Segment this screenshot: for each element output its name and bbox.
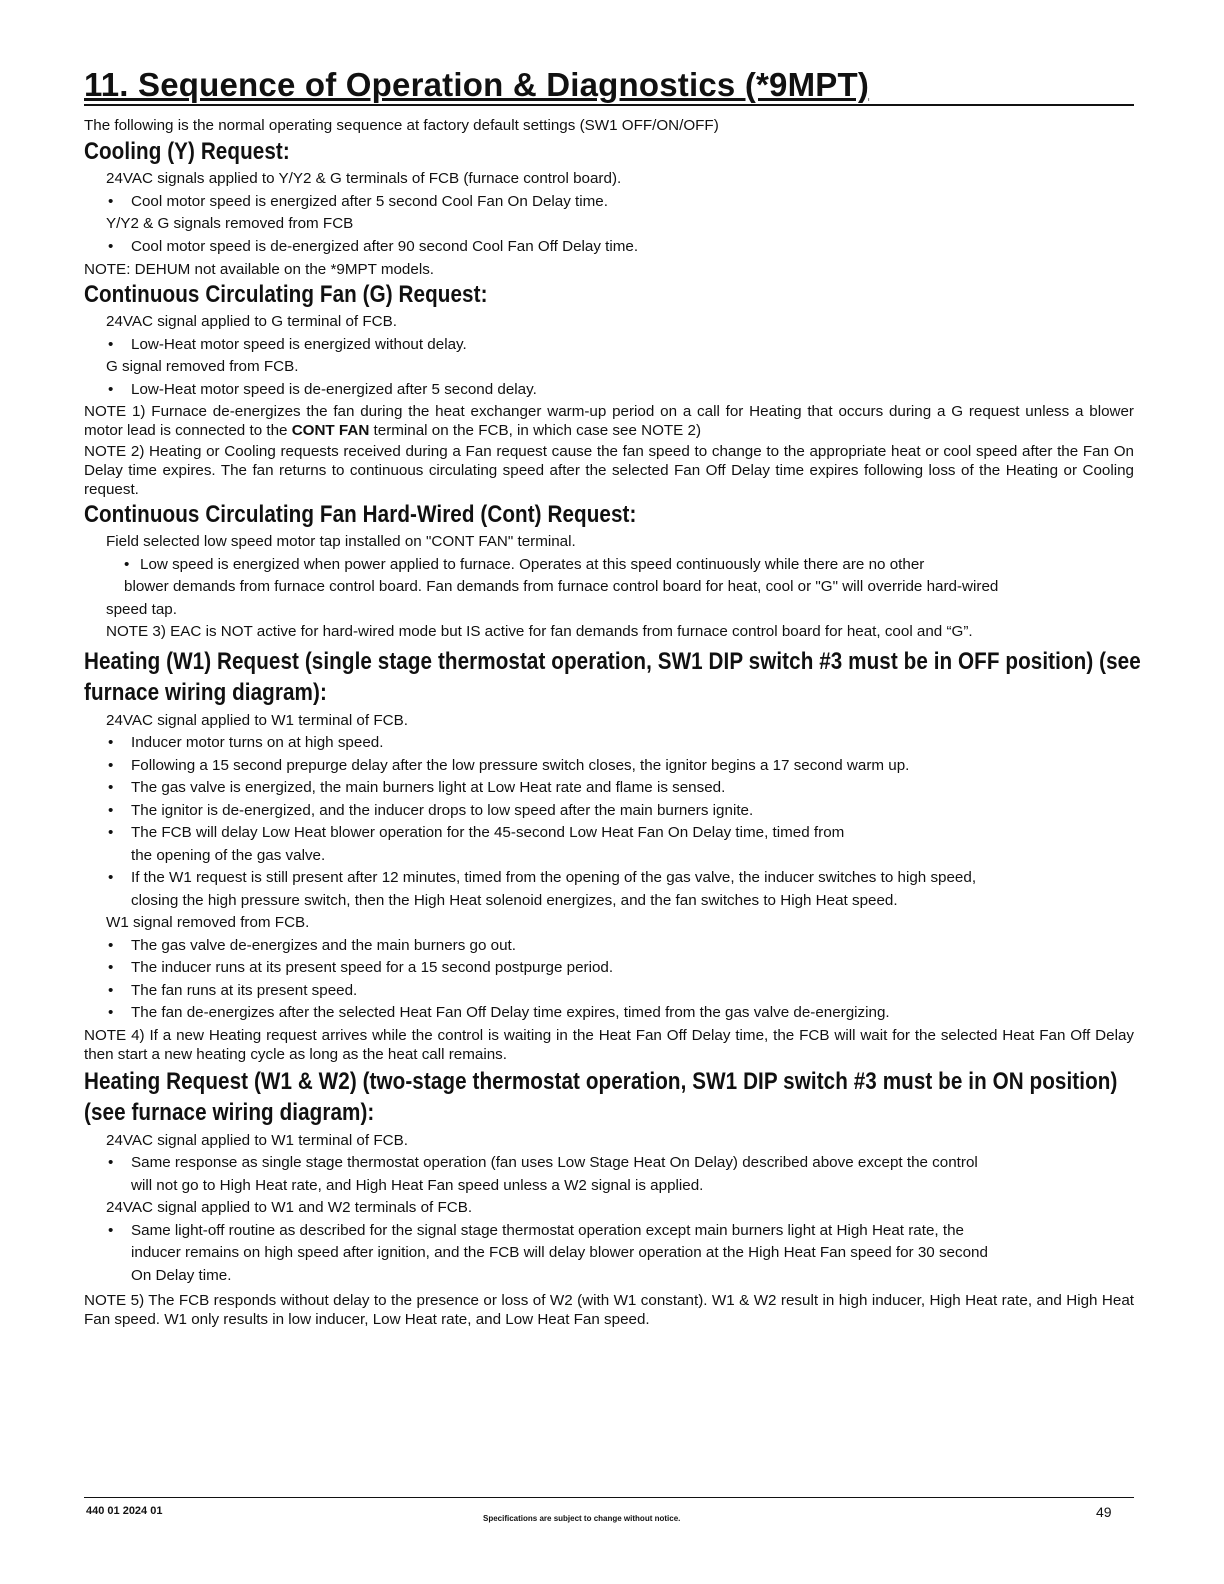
- heat-w2-bullet-1-cont: will not go to High Heat rate, and High Heat Fan speed unless a W2 signal is applied.: [131, 1176, 704, 1194]
- document-page: [84, 66, 1141, 1331]
- heat-w1-bullet-3: • The gas valve is energized, the main burners light at Low Heat rate and flame is sensed.: [84, 777, 1134, 800]
- footer-disclaimer: Specifications are subject to change without notice.: [483, 1514, 681, 1523]
- heat-w2-bullet-2-cont2: On Delay time.: [131, 1266, 232, 1284]
- heat-w1-bullet-2: • Following a 15 second prepurge delay after the low pressure switch closes, the ignitor begins a 17 second warm up.: [84, 755, 1134, 778]
- cont-fan-term: CONT FAN: [291, 422, 370, 439]
- note-1-text-b: terminal on the FCB, in which case see NOTE 2): [369, 422, 702, 439]
- fan-cont-heading: Continuous Circulating Fan Hard-Wired (Cont) Request:: [84, 501, 637, 528]
- heat-w1-bullet-10: • The fan de-energizes after the selected Heat Fan Off Delay time expires, timed from the gas valve de-energizing.: [84, 1002, 1134, 1025]
- cooling-line-2: Y/Y2 & G signals removed from FCB: [106, 215, 354, 232]
- heat-w1-bullet-6: • If the W1 request is still present after 12 minutes, timed from the opening of the gas valve, the inducer switches to high speed,: [84, 867, 1134, 890]
- cooling-bullet-1: • Cool motor speed is energized after 5 second Cool Fan On Delay time.: [84, 191, 1134, 214]
- heat-w2-bullet-2: • Same light-off routine as described for the signal stage thermostat operation except main burners light at High Heat rate, the: [84, 1220, 1134, 1243]
- heat-w1-bullet-6-cont: closing the high pressure switch, then the High Heat solenoid energizes, and the fan switches to High Heat speed.: [131, 891, 898, 909]
- cooling-heading: Cooling (Y) Request:: [84, 138, 290, 165]
- cooling-note: NOTE: DEHUM not available on the *9MPT models.: [84, 261, 435, 278]
- fan-cont-bullet-1-cont2: speed tap.: [106, 600, 177, 618]
- heat-w1-heading: Heating (W1) Request (single stage thermostat operation, SW1 DIP switch #3 must be in OFF position) (see furnace wiring diagram):: [84, 647, 1141, 706]
- fan-g-line-2: G signal removed from FCB.: [106, 358, 299, 375]
- footer-doc-number: 440 01 2024 01: [86, 1505, 163, 1517]
- heat-w2-heading: Heating Request (W1 & W2) (two-stage thermostat operation, SW1 DIP switch #3 must be in ON position) (see furnace wiring diagram):: [84, 1067, 1118, 1126]
- heat-w1-bullet-9: • The fan runs at its present speed.: [84, 980, 1134, 1003]
- heat-w2-bullet-2-cont: inducer remains on high speed after ignition, and the FCB will delay blower operation at the High Heat Fan speed for 30 second: [131, 1244, 988, 1261]
- fan-cont-line-1: Field selected low speed motor tap installed on "CONT FAN" terminal.: [106, 533, 576, 550]
- cooling-line-1: 24VAC signals applied to Y/Y2 & G terminals of FCB (furnace control board).: [106, 170, 622, 187]
- note-2: NOTE 2) Heating or Cooling requests received during a Fan request cause the fan speed to change to the appropriate heat or cool speed after the Fan On Delay time expires. The fan returns to continuous circulating speed after the selected Fan Off Delay time expires following loss of the Heating or Cooling request.: [84, 443, 1134, 498]
- heat-w1-bullet-5: • The FCB will delay Low Heat blower operation for the 45-second Low Heat Fan On Delay time, timed from: [84, 822, 1134, 845]
- note-1-text-a: NOTE 1) Furnace de-energizes the fan during the heat exchanger warm-up period on a call for Heating that occurs during a G request unless a blower motor lead is connected to the: [84, 403, 1134, 439]
- heat-w1-line-2: W1 signal removed from FCB.: [106, 914, 310, 931]
- fan-cont-bullet-1-cont: blower demands from furnace control board. Fan demands from furnace control board for heat, cool or "G" will override hard-wired: [124, 578, 999, 595]
- heat-w2-line-2: 24VAC signal applied to W1 and W2 terminals of FCB.: [106, 1199, 473, 1216]
- heat-w2-bullet-1: • Same response as single stage thermostat operation (fan uses Low Stage Heat On Delay) described above except the control: [84, 1152, 1134, 1175]
- heat-w1-bullet-5-cont: the opening of the gas valve.: [131, 846, 326, 864]
- fan-g-heading: Continuous Circulating Fan (G) Request:: [84, 281, 488, 308]
- note-4: NOTE 4) If a new Heating request arrives while the control is waiting in the Heat Fan Off Delay time, the FCB will wait for the selected Heat Fan Off Delay then start a new heating cycle as long as the heat call remains.: [84, 1026, 1134, 1063]
- fan-cont-bullet-1: • Low speed is energized when power applied to furnace. Operates at this speed continuously while there are no other: [84, 554, 1134, 577]
- fan-g-line-1: 24VAC signal applied to G terminal of FCB.: [106, 313, 397, 330]
- heat-w2-line-1: 24VAC signal applied to W1 terminal of FCB.: [106, 1131, 408, 1149]
- cooling-bullet-2: • Cool motor speed is de-energized after 90 second Cool Fan Off Delay time.: [84, 236, 1134, 259]
- heat-w1-bullet-1: • Inducer motor turns on at high speed.: [84, 732, 1134, 755]
- page-title: 11. Sequence of Operation & Diagnostics (*9MPT): [84, 66, 1134, 106]
- footer-page-number: 49: [1096, 1504, 1112, 1520]
- note-5: NOTE 5) The FCB responds without delay to the presence or loss of W2 (with W1 constant). W1 & W2 result in high inducer, High Heat rate, and High Heat Fan speed. W1 only results in low inducer, Low Heat rate, and Low Heat Fan speed.: [84, 1292, 1134, 1328]
- heat-w1-line-1: 24VAC signal applied to W1 terminal of FCB.: [106, 711, 408, 729]
- intro-text: The following is the normal operating sequence at factory default settings (SW1 OFF/ON/OFF): [84, 117, 719, 134]
- note-1: [84, 402, 1134, 440]
- heat-w1-bullet-7: • The gas valve de-energizes and the main burners go out.: [84, 935, 1134, 958]
- footer-divider: [84, 1497, 1134, 1498]
- heat-w1-bullet-8: • The inducer runs at its present speed for a 15 second postpurge period.: [84, 957, 1134, 980]
- heat-w1-bullet-4: • The ignitor is de-energized, and the inducer drops to low speed after the main burners ignite.: [84, 800, 1134, 823]
- note-3: NOTE 3) EAC is NOT active for hard-wired mode but IS active for fan demands from furnace control board for heat, cool and “G”.: [106, 623, 973, 640]
- fan-g-bullet-2: • Low-Heat motor speed is de-energized after 5 second delay.: [84, 379, 1134, 402]
- fan-g-bullet-1: • Low-Heat motor speed is energized without delay.: [84, 334, 1134, 357]
